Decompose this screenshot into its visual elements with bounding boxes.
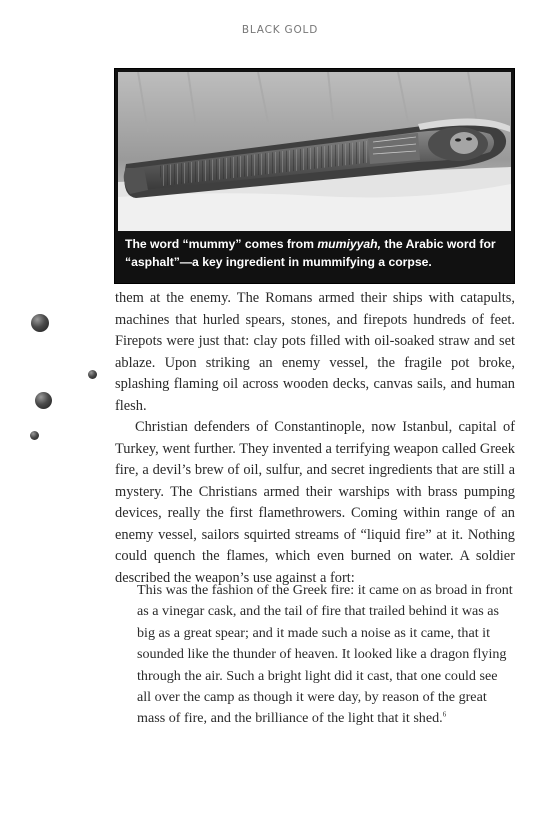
decorative-bubble (35, 392, 52, 409)
block-quote (137, 580, 515, 730)
body-text (115, 288, 515, 589)
decorative-bubble (88, 370, 97, 379)
decorative-bubble (31, 314, 49, 332)
mummy-photo (118, 72, 511, 231)
quote-text: This was the fashion of the Greek fire: it came on as broad in front as a vinegar cask, and the tail of fire that trailed behind it was as big as a great spear; and it made such a noise as it came, that it sounded like the thunder of heaven. It looked like a dragon flying through the air. Such a bright light did it cast, that one could see all over the camp as though it were day, by reason of the great mass of fire, and the brilliance of the light that it shed. (137, 582, 513, 727)
paragraph: Christian defenders of Constantinople, now Istanbul, capital of Turkey, went further. They invented a terrifying weapon called Greek fire, a devil’s brew of oil, sulfur, and secret ingredients that are still a mystery. The Christians armed their warships with brass pumping devices, really the first flamethrowers. Coming within range of an enemy vessel, sailors squirted streams of “liquid fire” at it. Nothing could quench the flames, which even burned on water. A soldier described the weapon’s use against a fort: (115, 419, 515, 586)
caption-italic-word: mumiyyah, (317, 237, 381, 251)
figure-caption (125, 235, 505, 271)
footnote-marker: 6 (442, 710, 447, 719)
paragraph: them at the enemy. The Romans armed their ships with catapults, machines that hurled spears, stones, and firepots hundreds of feet. Firepots were just that: clay pots filled with oil-soaked straw and set ablaze. Upon striking an enemy vessel, the fragile pot broke, splashing flaming oil across wooden decks, canvas sails, and human flesh. (115, 290, 515, 414)
caption-text-after: the Arabic word for “asphalt”—a key ingredient in mummifying a corpse. (125, 237, 496, 269)
running-head: BLACK GOLD (241, 24, 319, 36)
figure (114, 68, 515, 284)
caption-text-before: The word “mummy” comes from (125, 237, 318, 251)
decorative-bubble (30, 431, 39, 440)
